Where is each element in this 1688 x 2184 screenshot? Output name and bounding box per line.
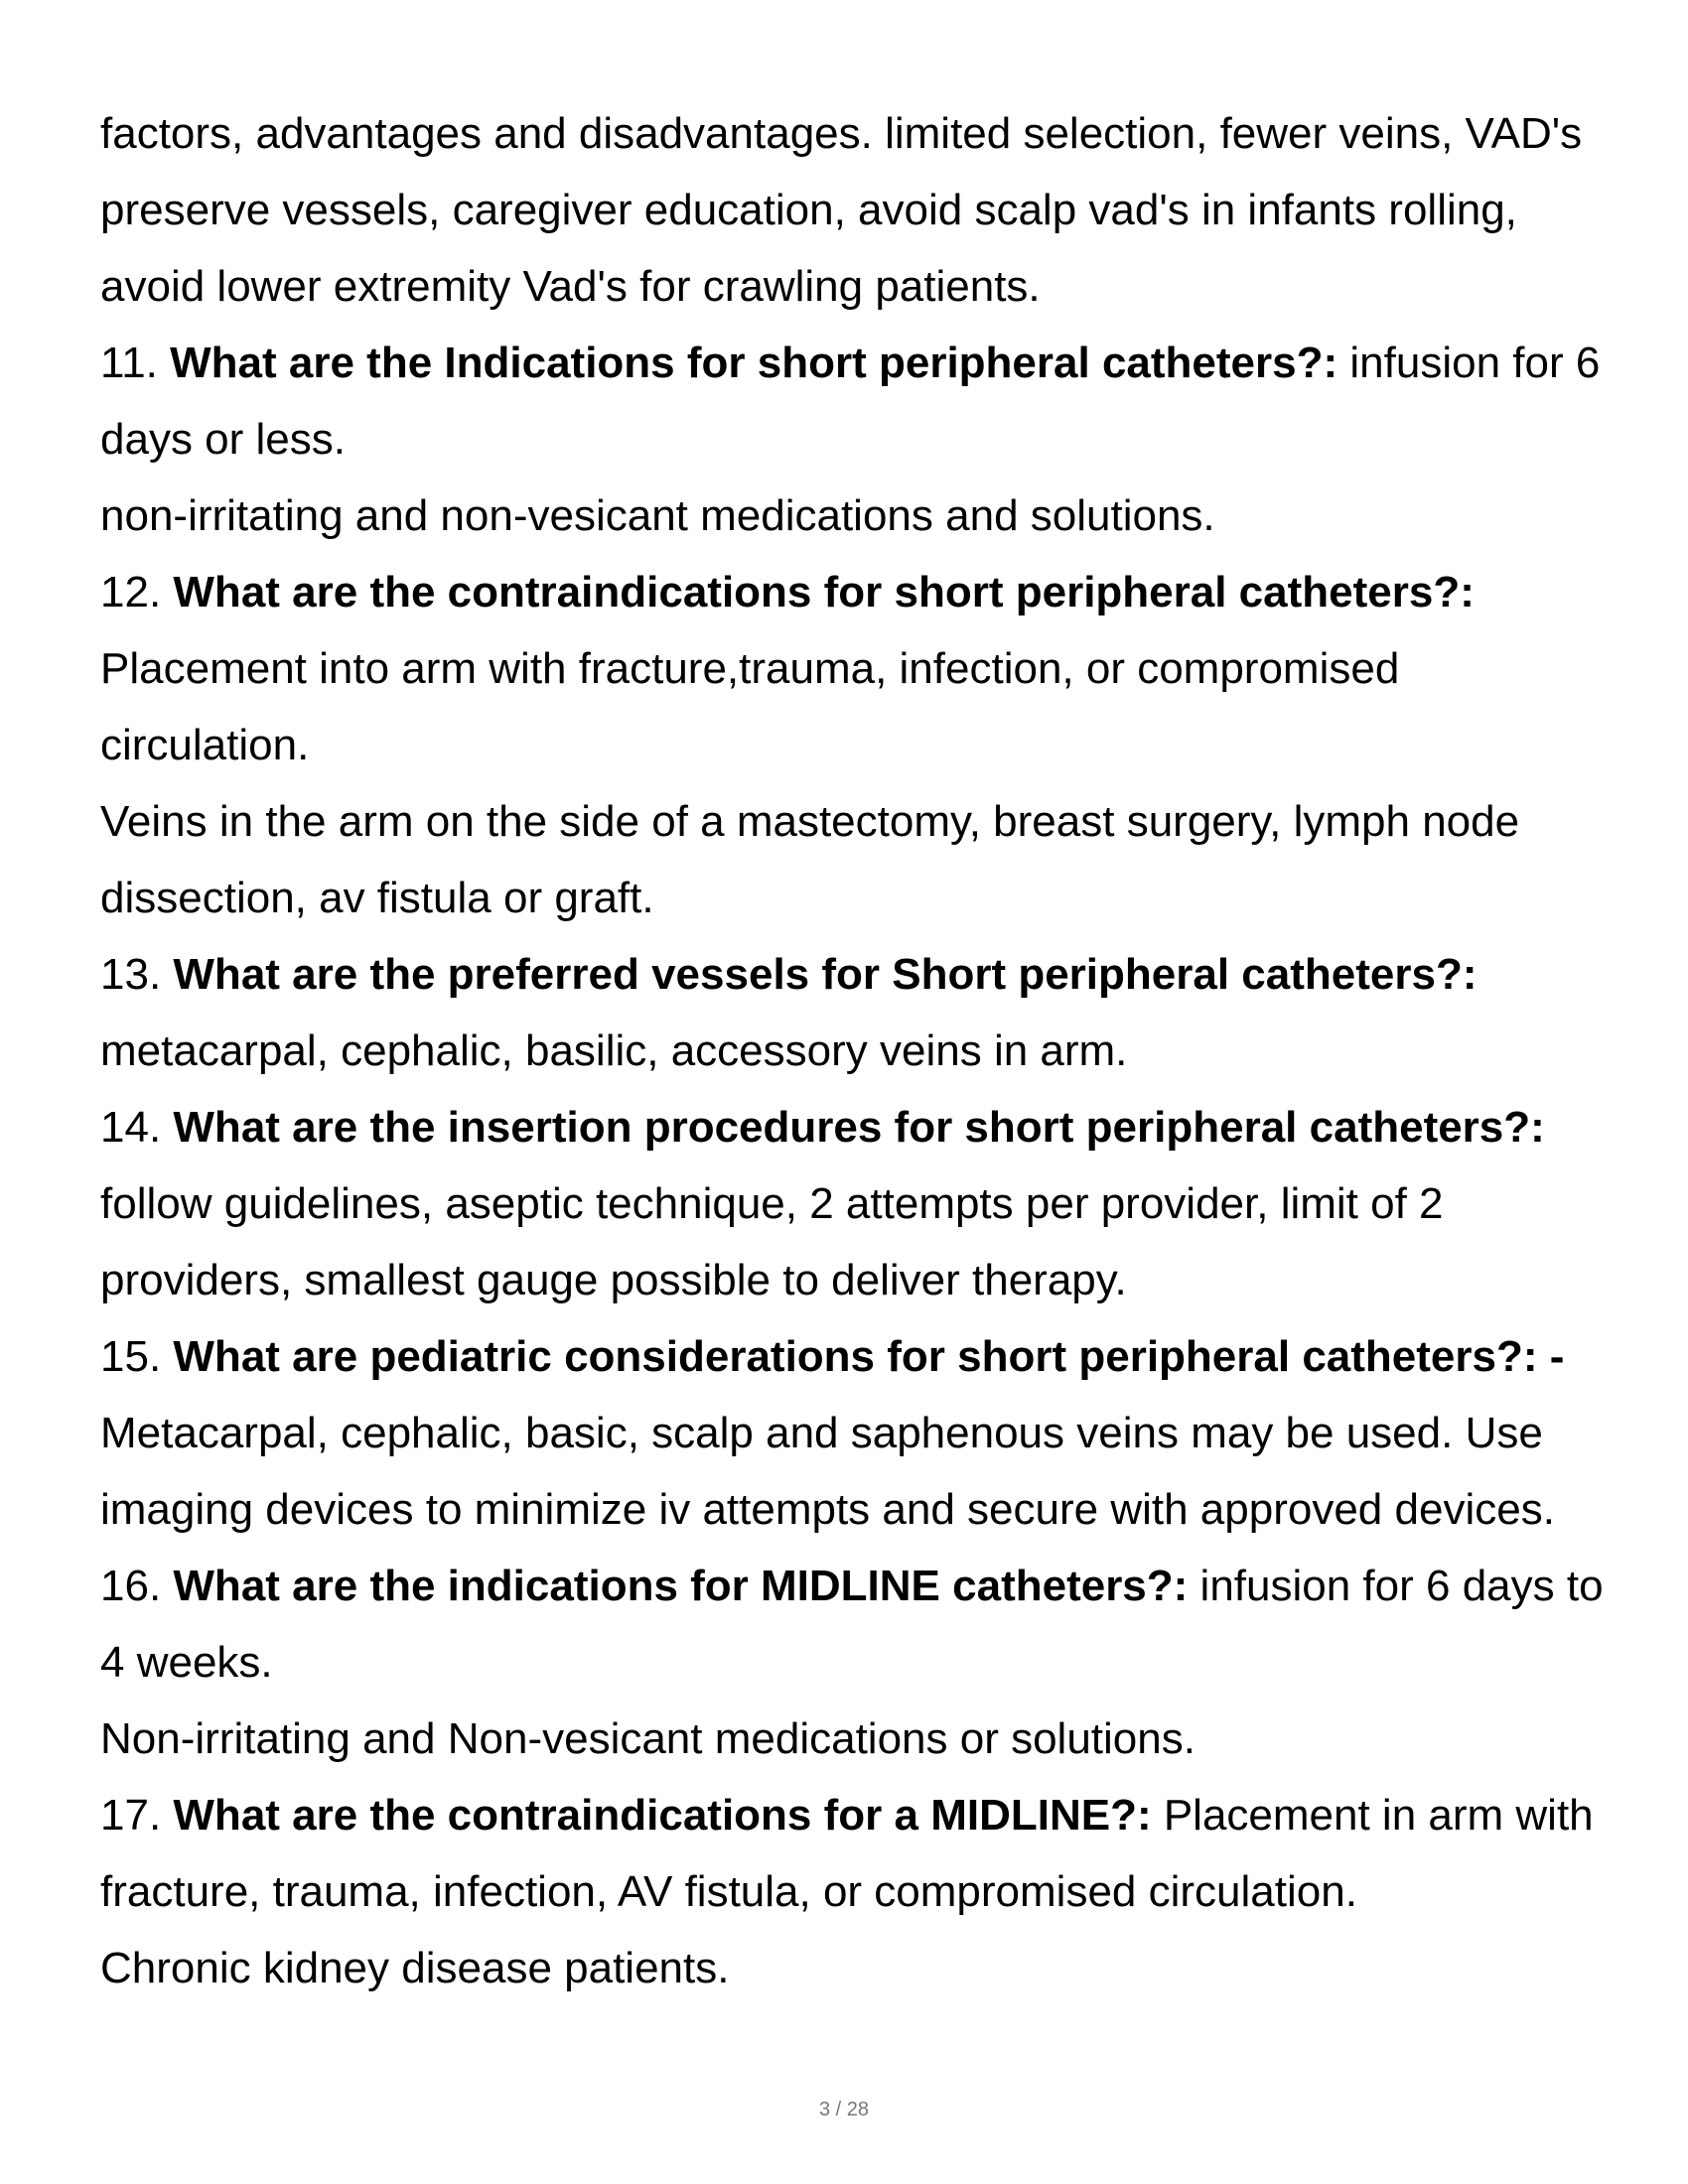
item-number: 11. [100,339,158,387]
answer-bullet: - [1549,1332,1565,1381]
question-text: What are the preferred vessels for Short peripheral catheters?: [173,950,1477,999]
question-item-16 [100,1548,1610,1701]
question-item-12 [100,554,1610,783]
question-text: What are the insertion procedures for short peripheral catheters?: [173,1103,1545,1152]
question-text: What are the contraindications for a MIDLINE?: [173,1791,1152,1840]
intro-paragraph: factors, advantages and disadvantages. limited selection, fewer veins, VAD's preserve vessels, caregiver education, avoid scalp vad's in infants rolling, avoid lower extremity Vad's for crawling patients. [100,109,1583,311]
answer-text: infusion for 6 days to 4 weeks. [100,1562,1604,1687]
question-text: What are pediatric considerations for short peripheral catheters?: [173,1332,1538,1381]
answer-extra-line: Veins in the arm on the side of a mastectomy, breast surgery, lymph node dissection, av fistula or graft. [100,797,1520,922]
answer-extra-line: non-irritating and non-vesicant medications and solutions. [100,491,1215,540]
answer-text: infusion for 6 days or less. [100,339,1601,464]
question-text: What are the indications for MIDLINE catheters?: [173,1562,1189,1610]
question-text: What are the Indications for short peripheral catheters?: [170,339,1338,387]
item-number: 15. [100,1332,162,1381]
question-item-11 [100,325,1610,478]
answer-text: Metacarpal, cephalic, basic, scalp and saphenous veins may be used. Use imaging devices to minimize iv attempts and secure with approved devices. [100,1409,1555,1534]
answer-text: follow guidelines, aseptic technique, 2 attempts per provider, limit of 2 providers, smallest gauge possible to deliver therapy. [100,1179,1444,1304]
page-indicator: 3 / 28 [818,2099,870,2120]
question-item-13 [100,936,1610,1089]
question-item-14 [100,1089,1610,1318]
item-number: 17. [100,1791,162,1840]
question-text: What are the contraindications for short peripheral catheters?: [173,568,1475,616]
answer-extra-line: Non-irritating and Non-vesicant medications or solutions. [100,1714,1196,1763]
answer-extra-line: Chronic kidney disease patients. [100,1944,730,1992]
item-number: 12. [100,568,162,616]
question-item-17 [100,1777,1610,1930]
answer-text: Placement into arm with fracture,trauma, infection, or compromised circulation. [100,644,1400,769]
item-number: 16. [100,1562,162,1610]
answer-text: Placement in arm with fracture, trauma, infection, AV fistula, or compromised circulation. [100,1791,1594,1916]
item-number: 14. [100,1103,162,1152]
item-number: 13. [100,950,162,999]
document-body [100,95,1610,2006]
answer-text: metacarpal, cephalic, basilic, accessory veins in arm. [100,1026,1128,1075]
question-item-15 [100,1318,1610,1548]
